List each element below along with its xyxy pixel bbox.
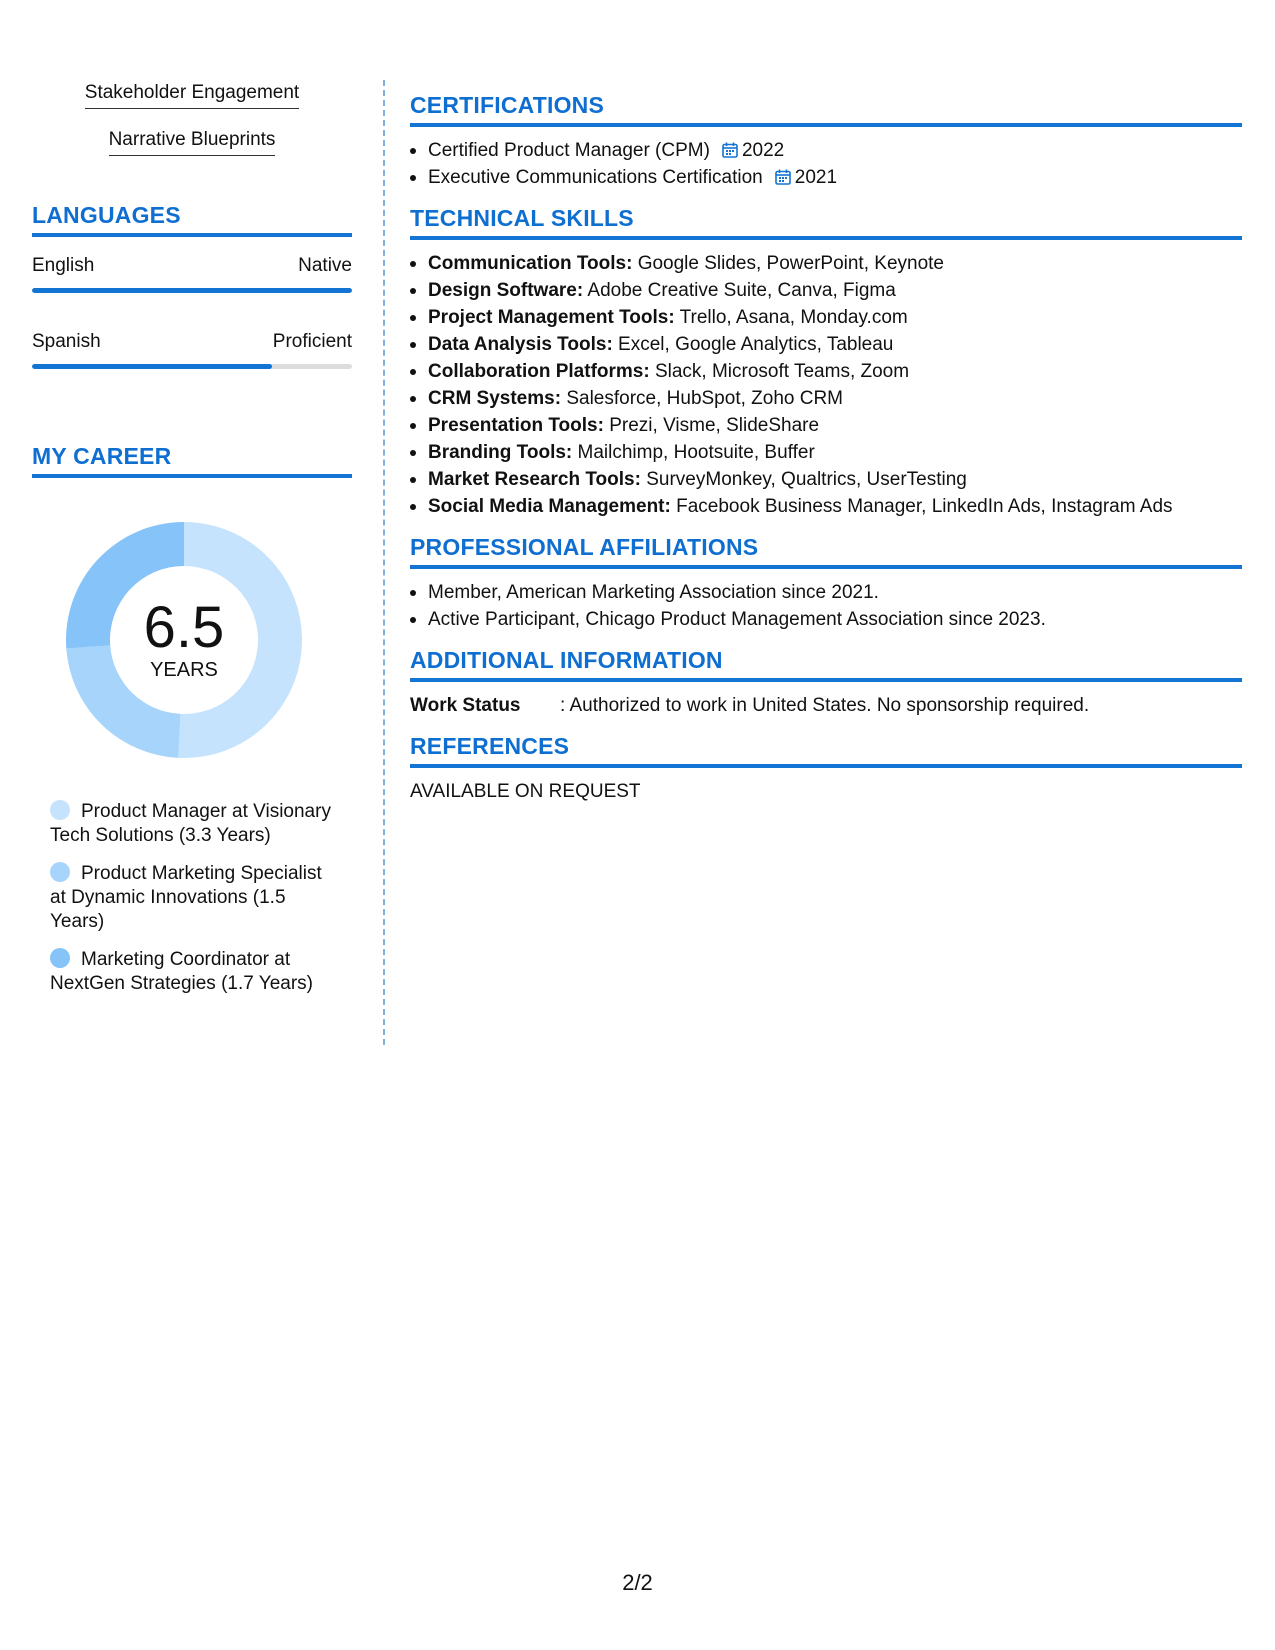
skill-value: Trello, Asana, Monday.com — [674, 307, 908, 328]
language-proficiency-fill — [32, 364, 272, 369]
language-name: English — [32, 255, 95, 276]
career-legend — [50, 800, 340, 996]
certifications-heading: CERTIFICATIONS — [410, 92, 1242, 127]
skill-label: Collaboration Platforms: — [428, 361, 650, 382]
language-level: Native — [298, 255, 352, 276]
language-spanish — [32, 331, 352, 369]
language-proficiency-fill — [32, 288, 352, 293]
skill-value: Slack, Microsoft Teams, Zoom — [649, 361, 910, 382]
skill-label: CRM Systems: — [428, 388, 562, 409]
skill-value: Prezi, Visme, SlideShare — [603, 415, 820, 436]
skill-label: Market Research Tools: — [428, 469, 641, 490]
skill-label: Social Media Management: — [428, 496, 671, 517]
affiliation-item: Member, American Marketing Association since 2021. — [410, 579, 1242, 606]
skill-item — [410, 439, 1242, 466]
work-status-row — [410, 692, 1242, 719]
certification-year: 2022 — [741, 140, 785, 161]
skill-label: Project Management Tools: — [428, 307, 675, 328]
strength-item: Stakeholder Engagement — [85, 82, 299, 109]
donut-center — [64, 520, 304, 760]
work-status-value: : Authorized to work in United States. No sponsorship required. — [560, 695, 1090, 716]
career-total-years: 6.5 — [143, 594, 225, 660]
skill-label: Design Software: — [428, 280, 584, 301]
calendar-icon — [775, 169, 791, 185]
affiliations-heading: PROFESSIONAL AFFILIATIONS — [410, 534, 1242, 569]
legend-dot — [50, 862, 70, 882]
certification-name: Executive Communications Certification — [428, 167, 763, 188]
language-proficiency-bar — [32, 364, 352, 369]
certification-year: 2021 — [794, 167, 838, 188]
legend-label: Product Marketing Specialist at Dynamic Innovations (1.5 Years) — [50, 863, 322, 932]
affiliation-item: Active Participant, Chicago Product Management Association since 2023. — [410, 606, 1242, 633]
column-divider — [383, 80, 385, 1045]
skill-value: Facebook Business Manager, LinkedIn Ads, Instagram Ads — [670, 496, 1173, 517]
legend-item — [50, 948, 340, 996]
skill-value: Mailchimp, Hootsuite, Buffer — [572, 442, 815, 463]
skill-value: Excel, Google Analytics, Tableau — [612, 334, 894, 355]
calendar-icon — [722, 142, 738, 158]
page-number: 2/2 — [622, 1570, 653, 1595]
skill-value: Google Slides, PowerPoint, Keynote — [632, 253, 944, 274]
skill-item — [410, 493, 1242, 520]
skill-value: SurveyMonkey, Qualtrics, UserTesting — [640, 469, 967, 490]
legend-dot — [50, 800, 70, 820]
language-proficiency-bar — [32, 288, 352, 293]
skill-item — [410, 250, 1242, 277]
legend-item — [50, 800, 340, 848]
skill-value: Adobe Creative Suite, Canva, Figma — [583, 280, 896, 301]
legend-item — [50, 862, 340, 934]
legend-label: Marketing Coordinator at NextGen Strategies (1.7 Years) — [50, 949, 313, 994]
work-status-label: Work Status — [410, 695, 521, 716]
skill-label: Data Analysis Tools: — [428, 334, 613, 355]
career-heading: MY CAREER — [32, 443, 352, 478]
skill-item — [410, 358, 1242, 385]
skill-label: Presentation Tools: — [428, 415, 604, 436]
references-text: AVAILABLE ON REQUEST — [410, 781, 641, 802]
references-heading: REFERENCES — [410, 733, 1242, 768]
career-total-label: YEARS — [150, 658, 218, 681]
certification-name: Certified Product Manager (CPM) — [428, 140, 710, 161]
left-column — [32, 82, 352, 1010]
strength-item: Narrative Blueprints — [109, 129, 276, 156]
legend-label: Product Manager at Visionary Tech Solutions (3.3 Years) — [50, 801, 331, 846]
technical-skills-list — [410, 250, 1242, 520]
career-donut-chart — [64, 520, 304, 760]
skill-item — [410, 412, 1242, 439]
certifications-list — [410, 137, 1242, 191]
skill-item — [410, 466, 1242, 493]
skill-label: Communication Tools: — [428, 253, 633, 274]
affiliations-list — [410, 579, 1242, 633]
skill-item — [410, 277, 1242, 304]
skill-item — [410, 331, 1242, 358]
right-column — [410, 92, 1242, 805]
language-name: Spanish — [32, 331, 101, 352]
technical-skills-heading: TECHNICAL SKILLS — [410, 205, 1242, 240]
certification-item — [410, 164, 1242, 191]
language-english — [32, 255, 352, 293]
skill-value: Salesforce, HubSpot, Zoho CRM — [561, 388, 844, 409]
legend-dot — [50, 948, 70, 968]
certification-item — [410, 137, 1242, 164]
skill-item — [410, 304, 1242, 331]
skill-label: Branding Tools: — [428, 442, 573, 463]
language-level: Proficient — [272, 331, 352, 352]
skill-item — [410, 385, 1242, 412]
languages-heading: LANGUAGES — [32, 202, 352, 237]
additional-info-heading: ADDITIONAL INFORMATION — [410, 647, 1242, 682]
